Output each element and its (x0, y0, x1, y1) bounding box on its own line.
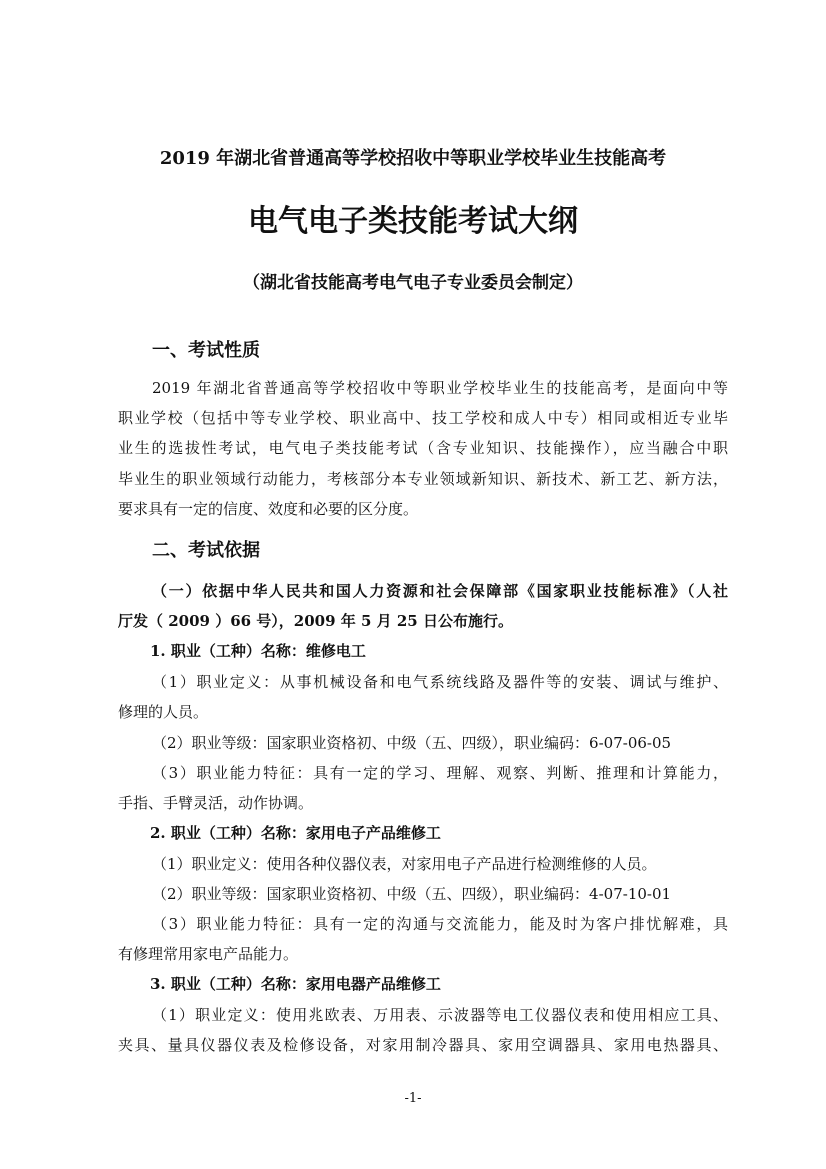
occupation1-line: （3）职业能力特征：具有一定的学习、理解、观察、判断、推理和计算能力， (152, 764, 728, 782)
occupation2-line: （2）职业等级：国家职业资格初、中级（五、四级），职业编码：4-07-10-01 (152, 885, 672, 903)
occupation1-heading: 1. 职业（工种）名称：维修电工 (150, 642, 366, 660)
occupation3-line: （1）职业定义：使用兆欧表、万用表、示波器等电工仪器仪表和使用相应工具、 (152, 1006, 728, 1024)
basis-line: 厅发（ 2009 ）66 号），2009 年 5 月 25 日公布施行。 (118, 612, 513, 630)
occupation2-line: （3）职业能力特征：具有一定的沟通与交流能力，能及时为客户排忧解难，具 (152, 915, 728, 933)
section2-heading: 二、考试依据 (152, 540, 260, 561)
section1-paragraph-line: 毕业生的职业领域行动能力，考核部分本专业领域新知识、新技术、新工艺、新方法， (118, 470, 728, 488)
document-title-line2: 电气电子类技能考试大纲 (248, 204, 578, 239)
document-title-line1: 2019 年湖北省普通高等学校招收中等职业学校毕业生技能高考 (159, 148, 667, 169)
occupation1-line: （2）职业等级：国家职业资格初、中级（五、四级），职业编码：6-07-06-05 (152, 734, 672, 752)
basis-line: （一）依据中华人民共和国人力资源和社会保障部《国家职业技能标准》（人社 (152, 582, 728, 600)
occupation1-line: 手指、手臂灵活，动作协调。 (118, 794, 314, 812)
section1-paragraph-line: 要求具有一定的信度、效度和必要的区分度。 (118, 500, 419, 518)
page-number: -1- (404, 1091, 422, 1106)
occupation2-heading: 2. 职业（工种）名称：家用电子产品维修工 (150, 824, 441, 842)
section1-paragraph-line: 2019 年湖北省普通高等学校招收中等职业学校毕业生的技能高考，是面向中等 (152, 379, 728, 397)
occupation1-line: 修理的人员。 (118, 703, 209, 721)
occupation3-line: 夹具、量具仪器仪表及检修设备，对家用制冷器具、家用空调器具、家用电热器具、 (118, 1036, 728, 1054)
occupation1-line: （1）职业定义：从事机械设备和电气系统线路及器件等的安装、调试与维护、 (152, 673, 728, 691)
occupation2-line: 有修理常用家电产品能力。 (118, 945, 299, 963)
section1-heading: 一、考试性质 (152, 340, 260, 361)
document-subtitle: （湖北省技能高考电气电子专业委员会制定） (243, 273, 583, 293)
occupation2-line: （1）职业定义：使用各种仪器仪表，对家用电子产品进行检测维修的人员。 (152, 855, 657, 873)
section1-paragraph-line: 职业学校（包括中等专业学校、职业高中、技工学校和成人中专）相同或相近专业毕 (118, 409, 728, 427)
section1-paragraph-line: 业生的选拔性考试，电气电子类技能考试（含专业知识、技能操作），应当融合中职 (118, 439, 728, 457)
occupation3-heading: 3. 职业（工种）名称：家用电器产品维修工 (150, 975, 441, 993)
